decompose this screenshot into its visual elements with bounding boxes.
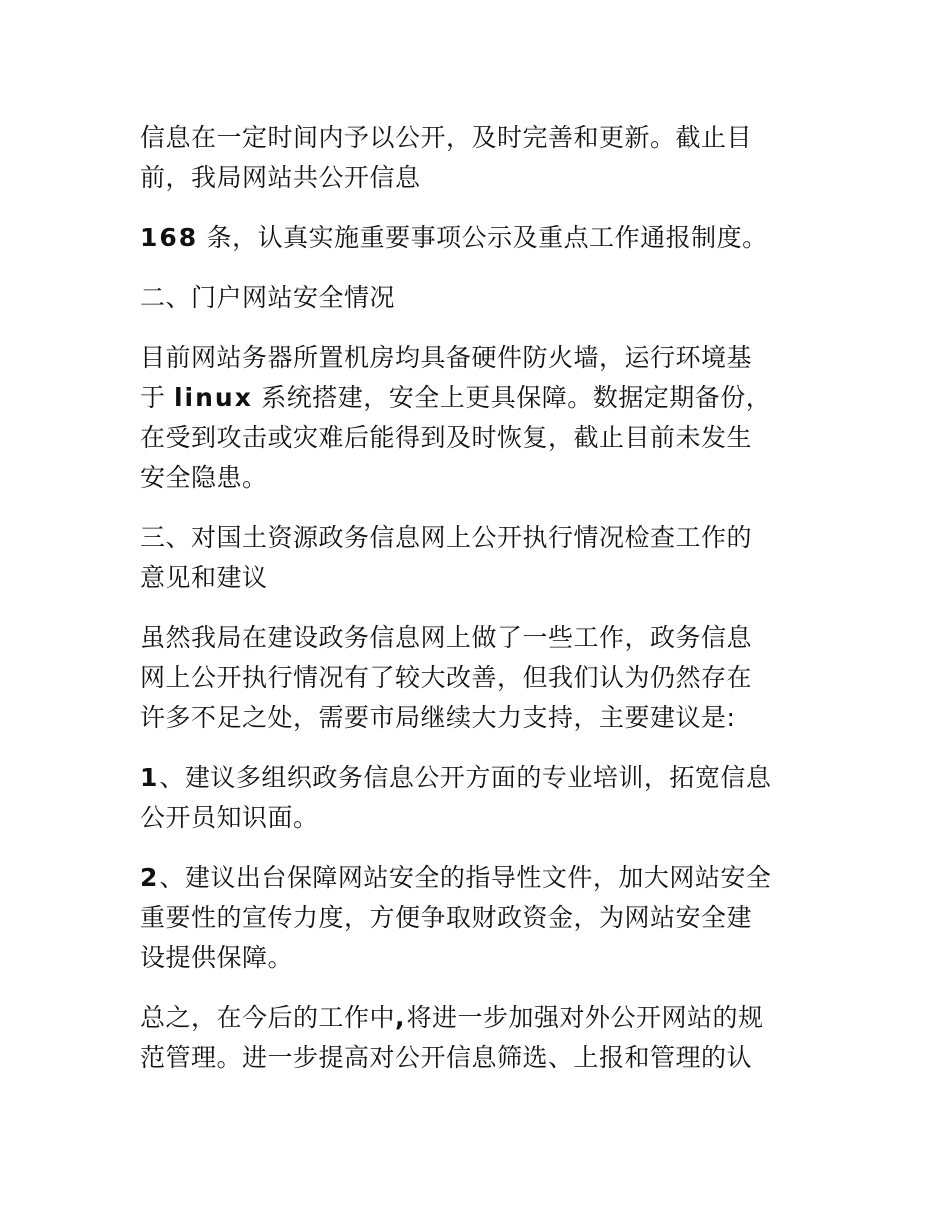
text-line: 公开员知识面。	[140, 803, 319, 832]
paragraph	[140, 858, 812, 978]
text-line: 许多不足之处，需要市局继续大力支持，主要建议是:	[140, 703, 736, 732]
text-line: 二、门户网站安全情况	[140, 283, 396, 312]
text-line: 设提供保障。	[140, 943, 294, 972]
bold-number: 1	[140, 763, 160, 792]
text-line: 安全隐患。	[140, 463, 268, 492]
bold-number: 168	[140, 223, 199, 252]
text-line	[140, 998, 812, 1038]
text-line: 意见和建议	[140, 563, 268, 592]
text-line: 三、对国土资源政务信息网上公开执行情况检查工作的	[140, 523, 753, 552]
text-segment: 总之，在今后的工作中	[140, 1003, 396, 1032]
paragraph	[140, 758, 812, 838]
paragraph	[140, 278, 812, 318]
text-line: 范管理。进一步提高对公开信息筛选、上报和管理的认	[140, 1043, 753, 1072]
text-line: 重要性的宣传力度，方便争取财政资金，为网站安全建	[140, 903, 753, 932]
text-segment: 、建议多组织政务信息公开方面的专业培训，拓宽信息	[159, 763, 772, 792]
paragraph	[140, 518, 812, 598]
bold-number: ,	[395, 1003, 407, 1032]
text-line	[140, 218, 812, 258]
document-body	[140, 118, 812, 1098]
paragraph	[140, 618, 812, 738]
text-line	[140, 858, 812, 898]
paragraph	[140, 998, 812, 1078]
text-line: 虽然我局在建设政务信息网上做了一些工作，政务信息	[140, 623, 753, 652]
text-line: 在受到攻击或灾难后能得到及时恢复，截止目前未发生	[140, 423, 753, 452]
text-line	[140, 758, 812, 798]
paragraph	[140, 338, 812, 498]
paragraph	[140, 218, 812, 258]
text-segment: 、建议出台保障网站安全的指导性文件，加大网站安全	[159, 863, 772, 892]
bold-number: 2	[140, 863, 160, 892]
text-line: 目前网站务器所置机房均具备硬件防火墙，运行环境基	[140, 343, 753, 372]
text-line	[140, 378, 812, 418]
text-segment: 条，认真实施重要事项公示及重点工作通报制度。	[198, 223, 768, 252]
paragraph	[140, 118, 812, 198]
text-line: 网上公开执行情况有了较大改善，但我们认为仍然存在	[140, 663, 753, 692]
text-segment: 系统搭建，安全上更具保障。数据定期备份，	[252, 383, 772, 412]
text-segment: 于	[140, 383, 174, 412]
bold-number: linux	[173, 383, 253, 412]
text-line: 信息在一定时间内予以公开，及时完善和更新。截止目	[140, 123, 753, 152]
text-line: 前，我局网站共公开信息	[140, 163, 421, 192]
text-segment: 将进一步加强对外公开网站的规	[406, 1003, 764, 1032]
